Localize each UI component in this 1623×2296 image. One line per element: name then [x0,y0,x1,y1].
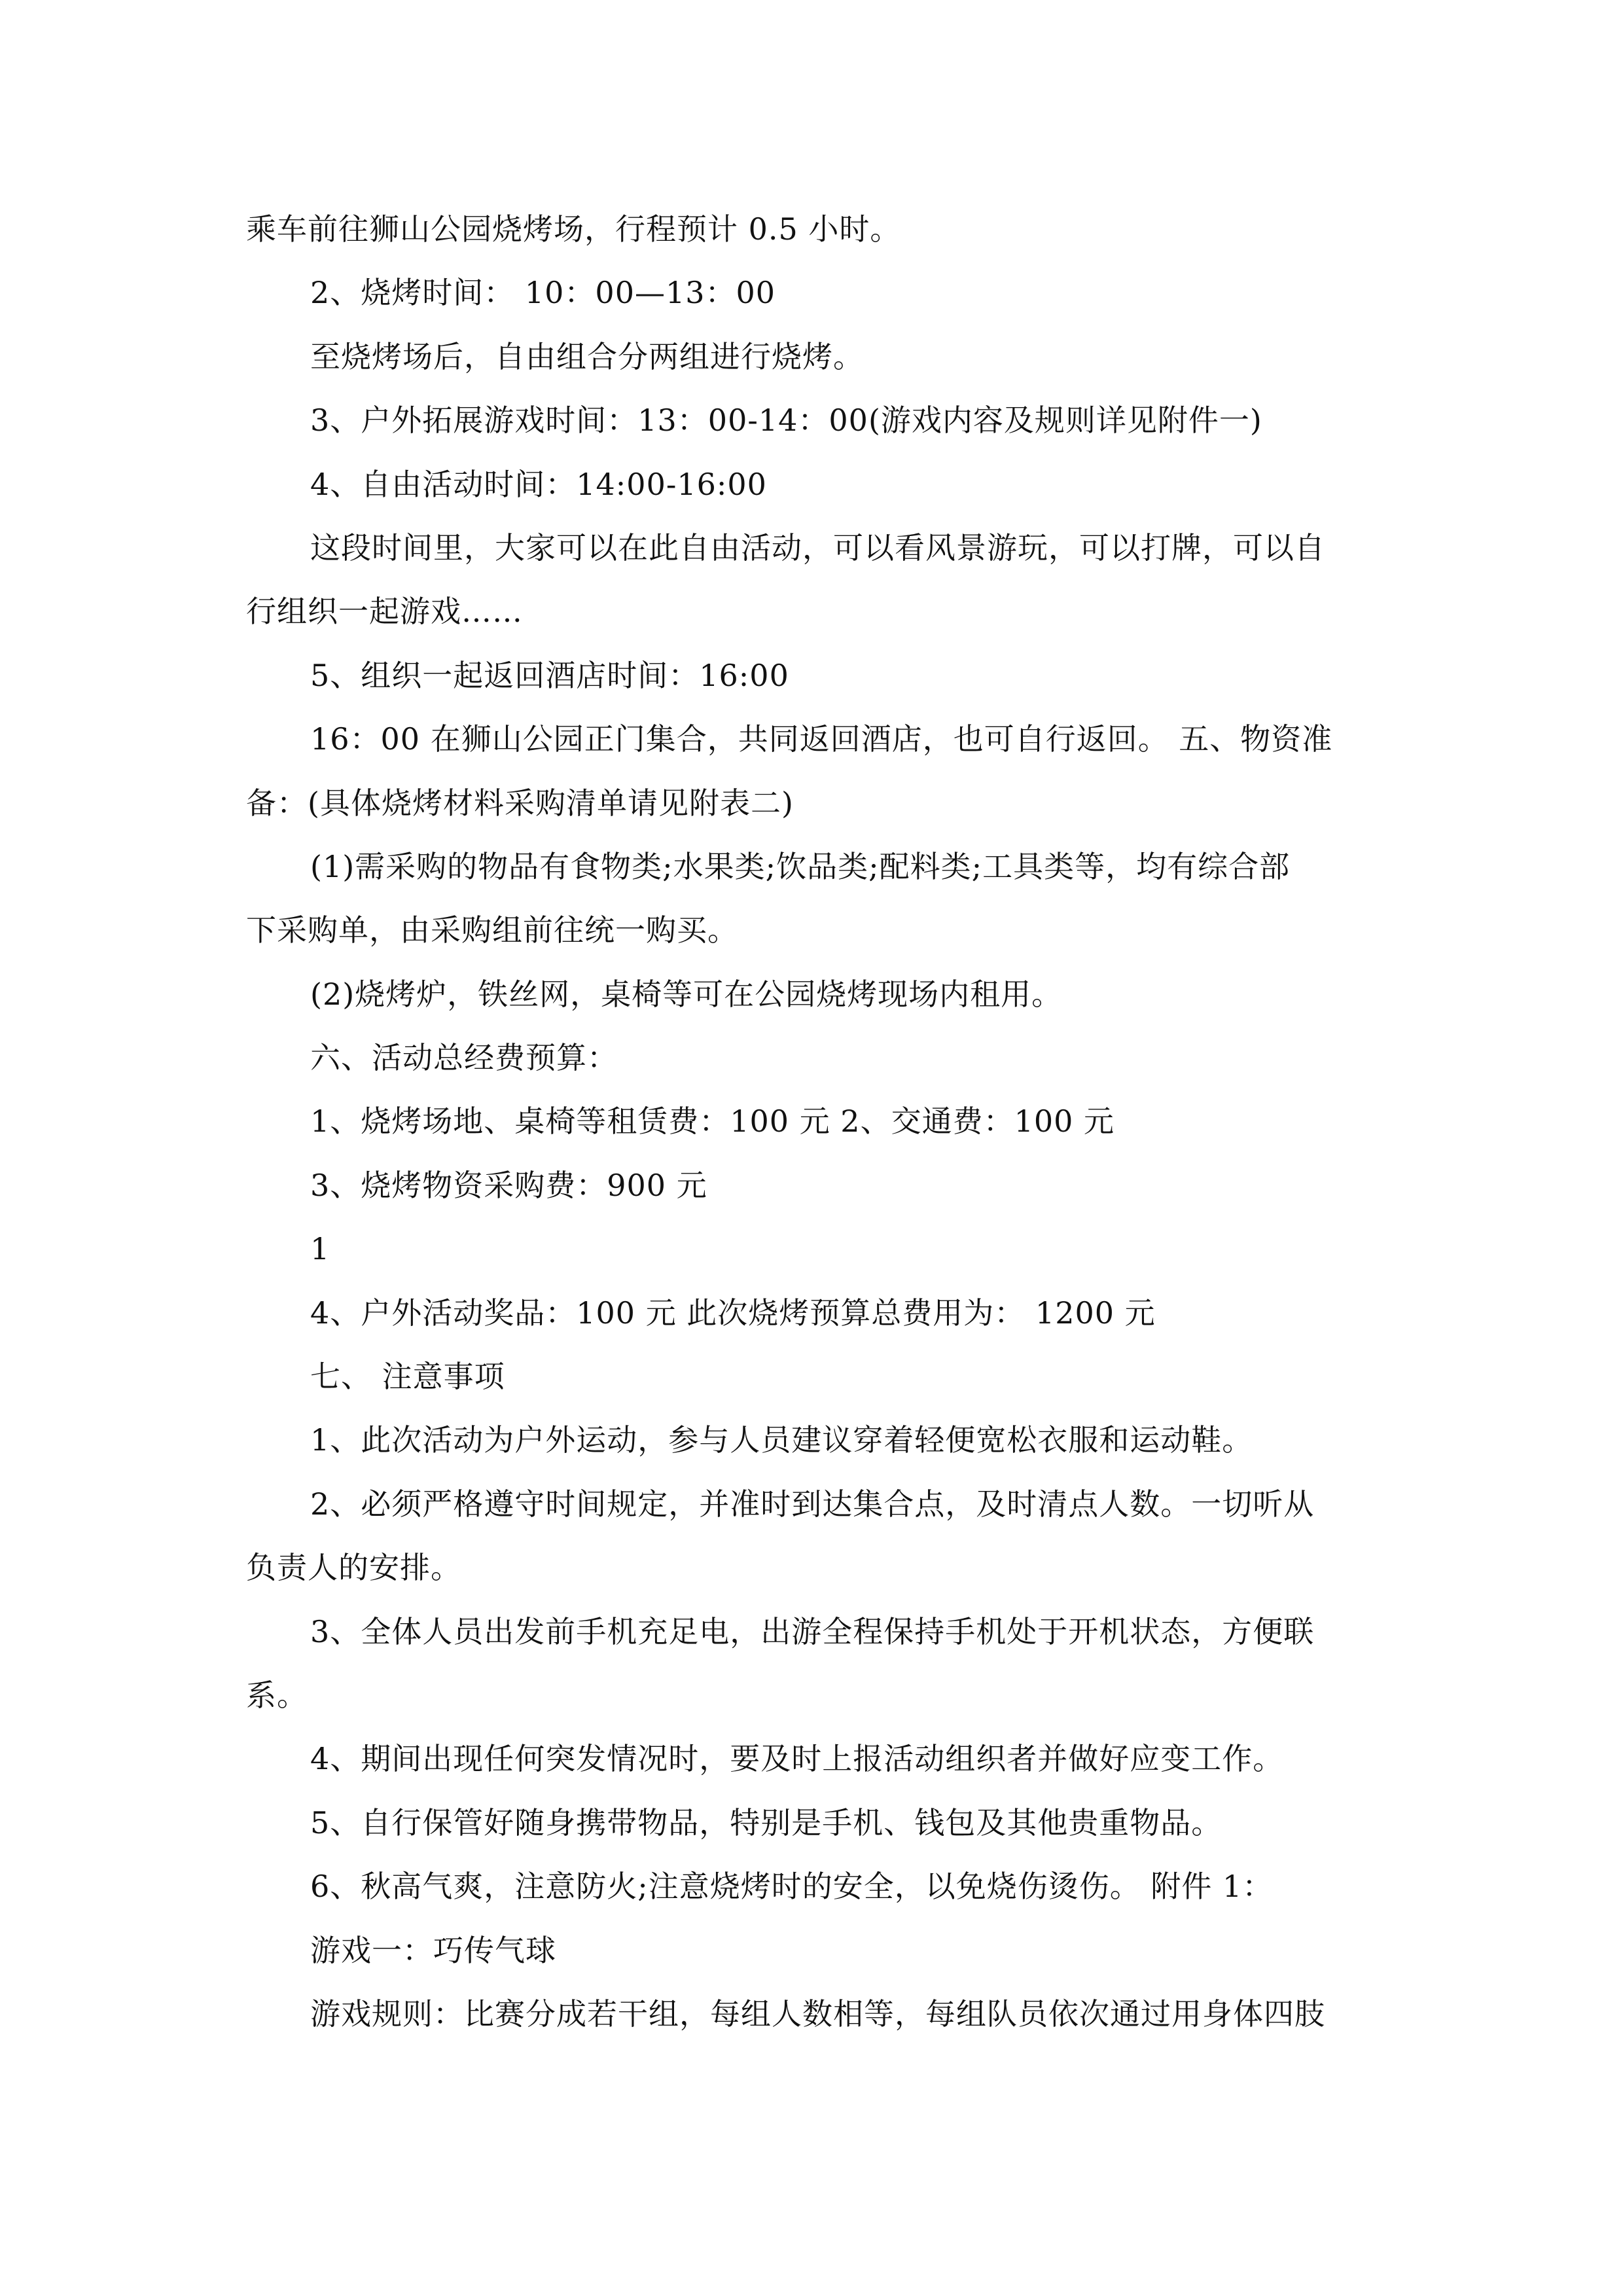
text-line: 下采购单，由采购组前往统一购买。 [246,912,738,948]
text-line: (2)烧烤炉，铁丝网，桌椅等可在公园烧烤现场内租用。 [310,976,1063,1012]
text-line: 乘车前往狮山公园烧烤场，行程预计 0.5 小时。 [246,211,901,247]
text-line: (1)需采购的物品有食物类;水果类;饮品类;配料类;工具类等，均有综合部 [310,848,1291,884]
text-line: 行组织一起游戏…… [246,594,523,630]
text-line: 16：00 在狮山公园正门集合，共同返回酒店，也可自行返回。 五、物资准 [310,721,1333,757]
document-body [246,198,1382,2046]
text-line: 1、烧烤场地、桌椅等租赁费：100 元 2、交通费：100 元 [310,1103,1115,1139]
text-line: 系。 [246,1677,308,1713]
text-line: 4、自由活动时间：14:00-16:00 [310,466,767,502]
text-line: 3、全体人员出发前手机充足电，出游全程保持手机处于开机状态，方便联 [310,1613,1315,1649]
text-line: 六、活动总经费预算： [310,1040,618,1076]
text-line: 这段时间里，大家可以在此自由活动，可以看风景游玩，可以打牌，可以自 [310,529,1325,565]
text-line: 5、组织一起返回酒店时间：16:00 [310,657,789,693]
text-line: 3、户外拓展游戏时间：13：00-14：00(游戏内容及规则详见附件一) [310,403,1262,439]
text-line: 负责人的安排。 [246,1550,461,1586]
text-line: 5、自行保管好随身携带物品，特别是手机、钱包及其他贵重物品。 [310,1804,1222,1840]
text-line: 2、必须严格遵守时间规定，并准时到达集合点，及时清点人数。一切听从 [310,1486,1315,1522]
text-line: 4、期间出现任何突发情况时，要及时上报活动组织者并做好应变工作。 [310,1741,1284,1777]
text-line: 4、户外活动奖品：100 元 此次烧烤预算总费用为： 1200 元 [310,1295,1156,1331]
text-line: 至烧烤场后，自由组合分两组进行烧烤。 [310,338,864,374]
text-line: 1 [310,1231,330,1267]
text-line: 游戏一：巧传气球 [310,1932,556,1968]
text-line: 3、烧烤物资采购费：900 元 [310,1167,707,1203]
text-line: 七、 注意事项 [310,1359,505,1395]
text-line: 2、烧烤时间： 10：00—13：00 [310,275,776,311]
text-line: 6、秋高气爽，注意防火;注意烧烤时的安全，以免烧伤烫伤。 附件 1： [310,1869,1274,1905]
text-line: 备：(具体烧烤材料采购清单请见附表二) [246,785,794,821]
text-line: 1、此次活动为户外运动，参与人员建议穿着轻便宽松衣服和运动鞋。 [310,1422,1253,1458]
text-line: 游戏规则：比赛分成若干组，每组人数相等，每组队员依次通过用身体四肢 [310,1996,1325,2032]
